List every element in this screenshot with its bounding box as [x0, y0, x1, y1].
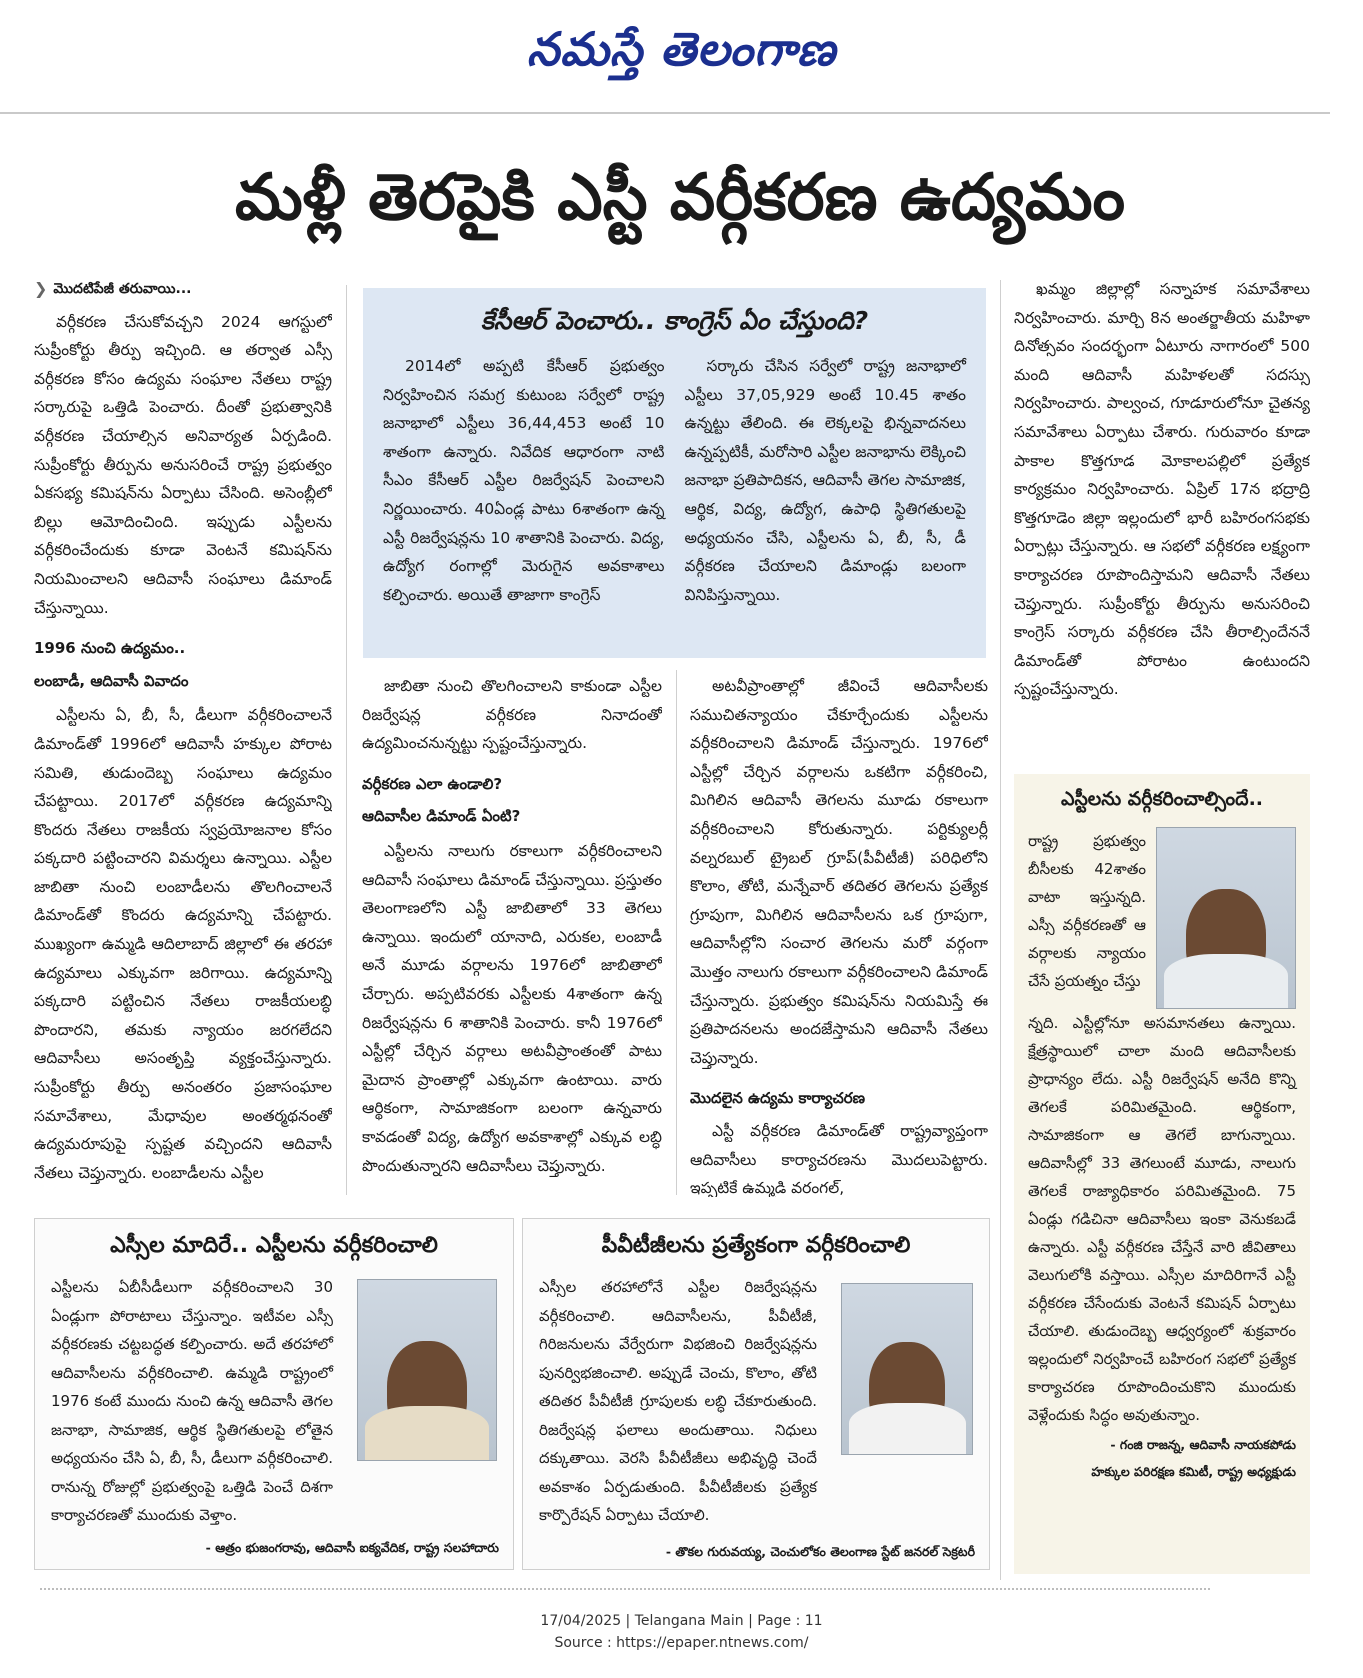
portrait-body-shape	[849, 1403, 966, 1454]
quote-box-title: పీవీటీజీలను ప్రత్యేకంగా వర్గీకరించాలి	[601, 1233, 911, 1258]
masthead-title: నమస్తే తెలంగాణ	[526, 22, 837, 76]
quote-text: న్నది. ఎస్టీల్లోనూ అసమానతలు ఉన్నాయి. క్షేత్రస్థాయిలో చాలా మంది ఆదివాసీలకు ప్రాధాన్యం లేదు. ఎస్టీ రిజర్వేషన్ అనేది కొన్ని తెగలకే పరిమితమైంది. ఆర్థికంగా, సామాజికంగా ఆ తెగలే బాగున్నాయి. ఆదివాసీల్లో 33 తెగలుంటే మూడు, నాలుగు తెగలకే రాజ్యాధికారం పరిమితమైంది. 75 ఏండ్లు గడిచినా ఆదివాసీలు ఇంకా వెనుకబడే ఉన్నారు. ఎస్టీ వర్గీకరణ చేస్తేనే వారి జీవితాలు వెలుగులోకి వస్తాయి. ఎస్సీల మాదిరిగానే ఎస్టీ వర్గీకరణ చేసేందుకు వెంటనే కమిషన్ ఏర్పాటు చేయాలి. తుడుందెబ్బ ఆధ్వర్యంలో శుక్రవారం ఇల్లందులో నిర్వహించే బహిరంగ సభలో ప్రత్యేక కార్యాచరణ రూపొందించుకొని ముందుకు వెళ్లేందుకు సిద్ధం అవుతున్నాం.	[1028, 1014, 1296, 1424]
article-paragraph: వర్గీకరణ చేసుకోవచ్చని 2024 ఆగస్టులో సుప్రీంకోర్టు తీర్పు ఇచ్చింది. ఆ తర్వాత ఎస్సీ వర్గీకరణ కోసం ఉద్యమ సంఘాల నేతలు రాష్ట్ర సర్కారుపై ఒత్తిడి పెంచారు. దీంతో ప్రభుత్వానికి వర్గీకరణ చేయాల్సిన అనివార్యత ఏర్పడింది. సుప్రీంకోర్టు తీర్పును అనుసరించే రాష్ట్ర ప్రభుత్వం ఏకసభ్య కమిషన్‌ను ఏర్పాటు చేసింది. అసెంబ్లీలో బిల్లు ఆమోదించింది. ఇప్పుడు ఎస్టీలను వర్గీకరించేందుకు కూడా వెంటనే కమిషన్‌ను నియమించాలని ఆదివాసీ సంఘాలు డిమాండ్ చేస్తున్నాయి.	[34, 312, 332, 617]
quote-text: ఎస్సీల తరహాలోనే ఎస్టీల రిజర్వేషన్లను వర్గీకరించాలి. ఆదివాసీలను, పీవీటీజీ, గిరిజనులను వేర్వేరుగా విభజించి రిజర్వేషన్లను పునర్విభజించాలి. అప్పుడే చెంచు, కొలాం, తోటి తదితర పీవీటీజీ గ్రూపులకు లబ్ధి చేకూరుతుంది. రిజర్వేషన్ల ఫలాలు అందుతాయి. నిధులు దక్కుతాయి. వెరసి పీవీటీజీలు అభివృద్ధి చెందే అవకాశం ఏర్పడుతుంది. పీవీటీజీలకు ప్రత్యేక కార్పొరేషన్ ఏర్పాటు చేయాలి.	[539, 1278, 817, 1524]
page-footer	[0, 1610, 1363, 1654]
middle-column-2	[690, 672, 988, 1197]
middle-column	[362, 672, 662, 1197]
portrait-photo	[841, 1283, 973, 1455]
article-paragraph: 2014లో అప్పటి కేసీఆర్ ప్రభుత్వం నిర్వహించిన సమగ్ర కుటుంబ సర్వేలో రాష్ట్ర జనాభాలో ఎస్టీలు 36,44,453 అంటే 10 శాతంగా ఉన్నారు. నివేదిక ఆధారంగా నాటి సీఎం కేసీఆర్ ఎస్టీల రిజర్వేషన్ పెంచాలని నిర్ణయించారు. 40ఏండ్ల పాటు 6శాతంగా ఉన్న ఎస్టీ రిజర్వేషన్లను 10 శాతానికి పెంచారు. విద్య, ఉద్యోగ రంగాల్లో మెరుగైన అవకాశాలు కల్పించారు. అయితే తాజాగా కాంగ్రెస్	[383, 357, 665, 604]
article-paragraph: ఎస్టీ వర్గీకరణ డిమాండ్‌తో రాష్ట్రవ్యాప్తంగా ఆదివాసీలు కార్యాచరణను మొదలుపెట్టారు. ఇప్పటికే ఉమ్మడి వరంగల్,	[690, 1121, 988, 1197]
article-paragraph: అటవీప్రాంతాల్లో జీవించే ఆదివాసీలకు సముచితన్యాయం చేకూర్చేందుకు ఎస్టీలను వర్గీకరించాలని డిమాండ్ చేస్తున్నారు. 1976లో ఎస్టీల్లో చేర్చిన వర్గాలను ఒకటిగా వర్గీకరించి, మిగిలిన ఆదివాసీ తెగలను మూడు రకాలుగా వర్గీకరించాలని కోరుతున్నారు. పర్టిక్యులర్లీ వల్నరబుల్ ట్రైబల్ గ్రూప్(పీవీటీజీ) పరిధిలోని కొలాం, తోటి, మన్నేవార్ తదితర తెగలను ప్రత్యేక గ్రూపుగా, మిగిలిన ఆదివాసీలను ఒక గ్రూపుగా, ఆదివాసీల్లోని సంచార తెగలను మరో వర్గంగా మొత్తం నాలుగు రకాలుగా వర్గీకరించాలని డిమాండ్ చేస్తున్నారు. ప్రభుత్వం కమిషన్‌ను నియమిస్తే ఈ ప్రతిపాదనలను అందజేస్తామని ఆదివాసీ నేతలు చెప్తున్నారు.	[690, 677, 988, 1067]
subheading: లంబాడీ, ఆదివాసీ వివాదం	[34, 671, 189, 690]
masthead-divider	[0, 112, 1330, 114]
column-divider	[346, 285, 347, 1195]
subheading: మొదలైన ఉద్యమ కార్యాచరణ	[690, 1089, 866, 1108]
cut-off-content	[40, 1588, 1210, 1600]
quote-signature: - ఆత్రం భుజంగరావు, ఆదివాసీ ఐక్యవేదిక, రాష్ట్ర సలహాదారు	[205, 1539, 499, 1555]
quote-signature: - గంజి రాజన్న, ఆదివాసీ నాయకపోడు	[1110, 1437, 1296, 1452]
article-paragraph: ఖమ్మం జిల్లాల్లో సన్నాహక సమావేశాలు నిర్వహించారు. మార్చి 8న అంతర్జాతీయ మహిళా దినోత్సవం సందర్భంగా ఏటూరు నాగారంలో 500 మంది ఆదివాసీ మహిళలతో సదస్సు నిర్వహించారు. పాల్వంచ, గూడూరులోనూ చైతన్య సమావేశాలు ఏర్పాటు చేశారు. గురువారం కూడా పాకాల కొత్తగూడ మోకాలపల్లిలో ప్రత్యేక కార్యక్రమం నిర్వహించారు. ఏప్రిల్ 17న భద్రాద్రి కొత్తగూడెం జిల్లా ఇల్లందులో భారీ బహిరంగసభకు ఏర్పాట్లు చేస్తున్నారు. ఆ సభలో వర్గీకరణ లక్ష్యంగా కార్యాచరణ రూపొందిస్తామని ఆదివాసీ నేతలు చెప్తున్నారు. సుప్రీంకోర్టు తీర్పును అనుసరించి కాంగ్రెస్ సర్కారు వర్గీకరణ చేసి తీరాల్సిందేననే డిమాండ్‌తో పోరాటం ఉంటుందని స్పష్టంచేస్తున్నారు.	[1014, 280, 1310, 699]
masthead	[0, 0, 1363, 110]
quote-box-title: ఎస్టీలను వర్గీకరించాల్సిందే..	[1060, 788, 1264, 810]
left-column	[34, 275, 332, 1195]
footer-source-link[interactable]: Source : https://epaper.ntnews.com/	[554, 1635, 809, 1651]
article-paragraph: ఎస్టీలను నాలుగు రకాలుగా వర్గీకరించాలని ఆదివాసీ సంఘాలు డిమాండ్ చేస్తున్నాయి. ప్రస్తుతం తెలంగాణలోని ఎస్టీ జాబితాలో 33 తెగలు ఉన్నాయి. ఇందులో యానాది, ఎరుకల, లంబాడీ అనే మూడు వర్గాలను 1976లో జాబితాలో చేర్చారు. అప్పటివరకు ఎస్టీలకు 4శాతంగా ఉన్న రిజర్వేషన్లను 6 శాతానికి పెంచారు. కానీ 1976లో ఎస్టీల్లో చేర్చిన వర్గాలు అటవీప్రాంతంతో పాటు మైదాన ప్రాంతాల్లో ఎక్కువగా ఉంటాయి. వారు ఆర్థికంగా, సామాజికంగా బలంగా ఉన్నవారు కావడంతో విద్య, ఉద్యోగ అవకాశాల్లో ఎక్కువ లబ్ధి పొందుతున్నారని ఆదివాసీలు చెప్తున్నారు.	[362, 841, 662, 1175]
continued-note	[34, 275, 332, 304]
portrait-body-shape	[365, 1406, 489, 1460]
quote-text: ఎస్టీలను ఏబీసీడీలుగా వర్గీకరించాలని 30 ఏండ్లుగా పోరాటాలు చేస్తున్నాం. ఇటీవల ఎస్సీ వర్గీకరణకు చట్టబద్ధత కల్పించారు. అదే తరహాలో ఆదివాసీలను వర్గీకరించాలి. ఉమ్మడి రాష్ట్రంలో 1976 కంటే ముందు నుంచి ఉన్న ఆదివాసీ తెగల జనాభా, సామాజిక, ఆర్థిక స్థితిగతులపై లోతైన అధ్యయనం చేసి ఏ, బీ, సీ, డీలుగా వర్గీకరించాలి. రానున్న రోజుల్లో ప్రభుత్వంపై ఒత్తిడి పెంచే దిశగా కార్యాచరణతో ముందుకు వెళ్తాం.	[51, 1278, 333, 1524]
portrait-photo	[357, 1279, 497, 1461]
right-column	[1014, 275, 1310, 760]
footer-date-line: 17/04/2025 | Telangana Main | Page : 11	[540, 1613, 823, 1629]
quote-text-top: రాష్ట్ర ప్రభుత్వం బీసీలకు 42శాతం వాటా ఇస్తున్నది. ఎస్సీ వర్గీకరణతో ఆ వర్గాలకు న్యాయం చేసే ప్రయత్నం చేస్తు	[1028, 832, 1146, 990]
portrait-photo	[1156, 827, 1296, 1009]
subheading: ఆదివాసీల డిమాండ్ ఏంటి?	[362, 807, 521, 826]
chevron-right-icon: ❯	[34, 279, 48, 298]
article-paragraph: సర్కారు చేసిన సర్వేలో రాష్ట్ర జనాభాలో ఎస్టీలు 37,05,929 అంటే 10.45 శాతం ఉన్నట్టు తేలింది. ఈ లెక్కలపై భిన్నవాదనలు ఉన్నప్పటికీ, మరోసారి ఎస్టీల జనాభాను లెక్కించి జనాభా ప్రతిపాదికన, ఆదివాసీ తెగల సామాజిక, ఆర్థిక, విద్య, ఉద్యోగ, ఉపాధి స్థితిగతులపై అధ్యయనం చేసి, ఎస్టీలను ఏ, బీ, సీ, డీ వర్గీకరణ చేయాలని డిమాండ్లు బలంగా వినిపిస్తున్నాయి.	[684, 357, 966, 604]
article-paragraph: ఎస్టీలను ఏ, బీ, సీ, డీలుగా వర్గీకరించాలనే డిమాండ్‌తో 1996లో ఆదివాసీ హక్కుల పోరాట సమితి, తుడుందెబ్బ సంఘాలు ఉద్యమం చేపట్టాయి. 2017లో వర్గీకరణ ఉద్యమాన్ని కొందరు నేతలు రాజకీయ స్వప్రయోజనాల కోసం పక్కదారి పట్టించారని విమర్శలు ఉన్నాయి. ఎస్టీల జాబితా నుంచి లంబాడీలను తొలగించాలనే డిమాండ్‌తో కొందరు ఉద్యమాన్ని చేపట్టారు. ముఖ్యంగా ఉమ్మడి ఆదిలాబాద్ జిల్లాలో ఈ తరహా ఉద్యమాలు ఎక్కువగా జరిగాయి. ఉద్యమాన్ని పక్కదారి పట్టించిన నేతలు రాజకీయలబ్ధి పొందారని, తమకు న్యాయం జరగలేదని ఆదివాసీలు అసంతృప్తి వ్యక్తంచేస్తున్నారు. సుప్రీంకోర్టు తీర్పు అనంతరం ప్రజాసంఘాల సమావేశాలు, మేధావుల అంతర్మథనంతో ఉద్యమరూపుపై స్పష్టత వచ్చిందని ఆదివాసీ నేతలు చెప్తున్నారు. లంబాడీలను ఎస్టీల	[34, 706, 332, 1182]
subheading: 1996 నుంచి ఉద్యమం..	[34, 639, 186, 658]
page-headline: మళ్లీ తెరపైకి ఎస్టీ వర్గీకరణ ఉద్యమం	[234, 161, 1126, 235]
quote-signature-role: హక్కుల పరిరక్షణ కమిటీ, రాష్ట్ర అధ్యక్షుడు	[1091, 1464, 1296, 1479]
quote-box-title: ఎస్సీల మాదిరే.. ఎస్టీలను వర్గీకరించాలి	[110, 1233, 438, 1258]
quote-box-left	[34, 1218, 514, 1570]
column-divider	[676, 670, 677, 1195]
portrait-body-shape	[1164, 954, 1288, 1008]
subheading: వర్గీకరణ ఎలా ఉండాలి?	[362, 774, 503, 793]
column-divider	[1000, 280, 1001, 1580]
quote-box	[1014, 774, 1310, 1574]
quote-signature: - తొకల గురువయ్య, చెంచులోకం తెలంగాణ స్టేట్ జనరల్ సెక్రటరీ	[665, 1543, 975, 1559]
continued-label: మొదటిపేజీ తరువాయి...	[53, 281, 192, 297]
highlight-box-title: కేసీఆర్ పెంచారు.. కాంగ్రెస్ ఏం చేస్తుంది?	[480, 306, 869, 335]
article-paragraph: జాబితా నుంచి తొలగించాలని కాకుండా ఎస్టీల రిజర్వేషన్ల వర్గీకరణ నినాదంతో ఉద్యమించనున్నట్టు స్పష్టంచేస్తున్నారు.	[362, 677, 662, 753]
highlight-box	[363, 288, 986, 658]
quote-box-middle	[522, 1218, 990, 1570]
